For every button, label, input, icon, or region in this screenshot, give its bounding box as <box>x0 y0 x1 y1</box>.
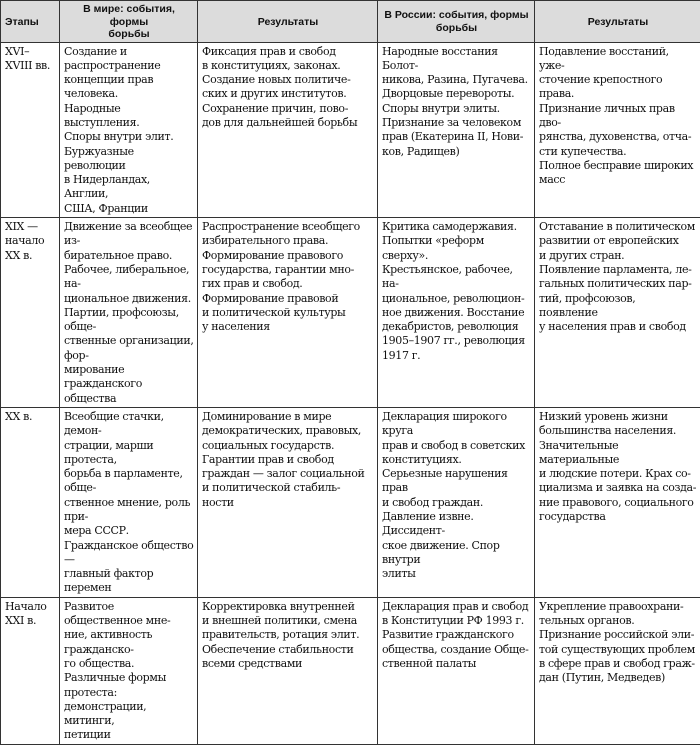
stage-cell: XX в. <box>1 407 60 597</box>
header-russia-events: В России: события, формы борьбы <box>378 1 535 43</box>
world-events-cell: Всеобщие стачки, демон- страции, марши протеста, борьба в парламенте, обще- ственное мнение, роль при- мера СССР. Гражданское общество — главный фактор перемен <box>60 407 198 597</box>
russia-events-cell: Декларация широкого круга прав и свобод в советских конституциях. Серьезные нарушения прав и свобод граждан. Давление извне. Диссидент- ское движение. Спор внутри элиты <box>378 407 535 597</box>
russia-events-cell: Критика самодержавия. Попытки «реформ сверху». Крестьянское, рабочее, на- циональное, революцион- ное движения. Восстание декабристов, революция 1905–1907 гг., революция 1917 г. <box>378 218 535 408</box>
world-results-cell: Доминирование в мире демократических, правовых, социальных государств. Гарантии прав и свобод граждан — залог социальной и политической стабиль- ности <box>198 407 378 597</box>
stage-cell: XIX — начало XX в. <box>1 218 60 408</box>
world-results-cell: Корректировка внутренней и внешней политики, смена правительств, ротация элит. Обеспечение стабильности всеми средствами <box>198 597 378 744</box>
russia-events-cell: Народные восстания Болот- никова, Разина, Пугачева. Дворцовые перевороты. Споры внутри элиты. Признание за человеком прав (Екатерина II, Нови- ков, Радищев) <box>378 42 535 218</box>
stage-cell: XVI– XVIII вв. <box>1 42 60 218</box>
header-stages: Этапы <box>1 1 60 43</box>
table-row <box>1 407 700 597</box>
world-results-cell: Распространение всеобщего избирательного права. Формирование правового государства, гарантии мно- гих прав и свобод. Формирование правовой и политической культуры у населения <box>198 218 378 408</box>
russia-results-cell: Низкий уровень жизни большинства населения. Значительные материальные и людские потери. Крах со- циализма и заявка на созда- ние правового, социального государства <box>535 407 700 597</box>
table-row <box>1 42 700 218</box>
russia-results-cell: Укрепление правоохрани- тельных органов. Признание российской эли- той существующих проблем в сфере прав и свобод граж- дан (Путин, Медведев) <box>535 597 700 744</box>
world-results-cell: Фиксация прав и свобод в конституциях, законах. Создание новых политиче- ских и других институтов. Сохранение причин, пово- дов для дальнейшей борьбы <box>198 42 378 218</box>
russia-events-cell: Декларация прав и свобод в Конституции РФ 1993 г. Развитие гражданского общества, создание Обще- ственной палаты <box>378 597 535 744</box>
header-russia-results: Результаты <box>535 1 700 43</box>
table-row <box>1 597 700 744</box>
table-row <box>1 218 700 408</box>
header-world-results: Результаты <box>198 1 378 43</box>
russia-results-cell: Подавление восстаний, уже- сточение крепостного права. Признание личных прав дво- рянства, духовенства, отча- сти купечества. Полное бесправие широких масс <box>535 42 700 218</box>
header-row <box>1 1 700 43</box>
russia-results-cell: Отставание в политическом развитии от европейских и других стран. Появление парламента, ле- гальных политических пар- тий, профсоюзов, появление у населения прав и свобод <box>535 218 700 408</box>
world-events-cell: Развитое общественное мне- ние, активность гражданско- го общества. Различные формы протеста: демонстрации, митинги, петиции <box>60 597 198 744</box>
world-events-cell: Движение за всеобщее из- бирательное право. Рабочее, либеральное, на- циональное движения. Партии, профсоюзы, обще- ственные организации, фор- мирование гражданского общества <box>60 218 198 408</box>
world-events-cell: Создание и распространение концепции прав человека. Народные выступления. Споры внутри элит. Буржуазные революции в Нидерландах, Англии, США, Франции <box>60 42 198 218</box>
header-world-events: В мире: события, формы борьбы <box>60 1 198 43</box>
stage-cell: Начало XXI в. <box>1 597 60 744</box>
